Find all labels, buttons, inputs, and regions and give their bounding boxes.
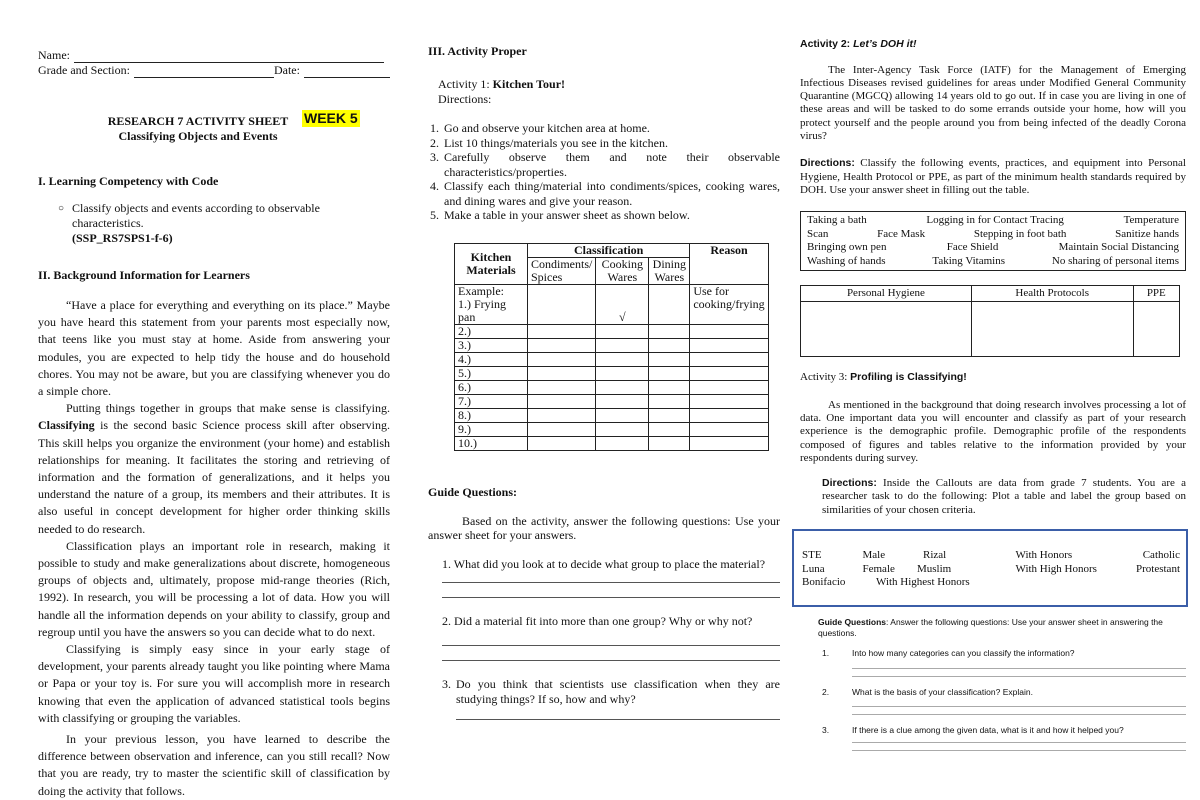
row-label: 4.): [455, 352, 528, 366]
table-row: [455, 408, 769, 422]
table-row: [455, 324, 769, 338]
grade-line[interactable]: [134, 66, 274, 78]
header-health-protocols: Health Protocols: [971, 286, 1133, 302]
activity-1-prefix: Activity 1:: [438, 77, 493, 91]
date-label: Date:: [273, 63, 300, 77]
activity-2-prefix: Activity 2:: [800, 38, 854, 50]
guide-questions-heading: Guide Questions:: [428, 484, 518, 499]
header-cooking: Cooking Wares: [596, 257, 649, 284]
callout-item: Catholic: [1142, 549, 1180, 562]
callout-item: Muslim: [917, 562, 952, 575]
answer-line[interactable]: [456, 719, 780, 720]
cell[interactable]: [649, 408, 690, 422]
question-item: [800, 687, 1186, 716]
cell[interactable]: [596, 338, 649, 352]
cell[interactable]: [596, 408, 649, 422]
guide-questions-3-intro: [800, 617, 1186, 638]
callout-item: Luna: [802, 562, 825, 575]
guide-intro-3: : Answer the following questions: Use your answer sheet in answering the questions.: [818, 617, 1163, 638]
q3-number: 3.: [442, 676, 451, 691]
name-line[interactable]: [74, 51, 384, 63]
guide-questions-3-title: Guide Questions: [818, 617, 887, 628]
item: Stepping in foot bath: [973, 227, 1067, 240]
cell[interactable]: [528, 352, 596, 366]
directions-label: Directions:: [800, 157, 855, 170]
activity-2-intro: The Inter-Agency Task Force (IATF) for the Management of Emerging Infectious Diseases revised guidelines for areas under Modified General Community Quarantine (MGCQ) allowing 14 years old to go out. If in case you are living in one of these areas and will be tasked to do some errands outside your home, how will you protect yourself and the people around you from being infected of the deadly Corona virus?: [800, 63, 1186, 142]
row-label: 10.): [455, 436, 528, 450]
q1: What did you look at to decide what group to place the material?: [453, 556, 766, 571]
cell[interactable]: [596, 324, 649, 338]
cell[interactable]: [690, 436, 768, 450]
classification-header-row: [801, 286, 1180, 302]
cell[interactable]: [649, 380, 690, 394]
guide-intro: Based on the activity, answer the following questions: Use your answer sheet for your answers.: [428, 513, 780, 542]
cell[interactable]: [596, 380, 649, 394]
question-2-text: 2. Did a material fit into more than one group? Why or why not?: [442, 613, 753, 628]
sheet-title: RESEARCH 7 ACTIVITY SHEET: [107, 114, 289, 128]
example-label: Example:: [458, 283, 504, 298]
bullet-icon: ○: [58, 203, 65, 214]
title-block: [38, 110, 390, 148]
activity-3-text: As mentioned in the background that doing research involves processing a lot of data. One important data you will encounter and classify as part of your research experience is the demographic profile. Demographic profile of the respondents composed of figures and tables relative to the information provided by your respondents during survey.: [800, 398, 1186, 464]
table-row: [455, 436, 769, 450]
cell[interactable]: [596, 366, 649, 380]
item: Face Shield: [946, 241, 999, 254]
callout-item: With High Honors: [1015, 562, 1097, 575]
header-ppe: PPE: [1133, 286, 1179, 302]
question-text: Into how many categories can you classify the information?: [852, 648, 1075, 659]
callout-box: [792, 529, 1188, 607]
table-header-row: [455, 243, 769, 257]
page-3: [794, 0, 1200, 785]
cell[interactable]: [690, 366, 768, 380]
competency-item: [38, 201, 390, 246]
competency-code: (SSP_RS7SPS1-f-6): [72, 231, 173, 245]
header-dining: Dining Wares: [649, 257, 690, 284]
cell[interactable]: [528, 436, 596, 450]
section-1-heading: I. Learning Competency with Code: [38, 174, 219, 188]
activity-2-title: Let’s DOH it!: [853, 38, 917, 50]
directions-text: Classify the following events, practices, and equipment into Personal Hygiene, Health Protocol or PPE, as part of the minimum health standards required by DOH. Use your answer sheet in filling out the table.: [800, 157, 1186, 196]
example-cell: [455, 284, 528, 324]
row-label: 5.): [455, 366, 528, 380]
activity-1-title: Kitchen Tour!: [492, 77, 566, 91]
cell[interactable]: [690, 408, 768, 422]
activity-3-prefix: Activity 3:: [800, 371, 851, 384]
question-item: [800, 725, 1186, 751]
question-text: If there is a clue among the given data, what is it and how it helped you?: [852, 725, 1124, 736]
guide-questions-3: [800, 648, 1186, 751]
page-1: [0, 0, 400, 798]
callout-row: [802, 549, 1180, 563]
para2-rest: is the second basic Science process skill after observing. This skill helps you organize the environment (your home) and establish relationships for meaning. It facilitates the storing and retrieving of information and the formation of generalizations, and it helps you understand the nature of a group, its members and their attributes. It is also useful in concept development for higher order thinking skills needed to do research.: [38, 418, 390, 536]
q3: Do you think that scientists use classification when they are studying things? If so, how and why?: [456, 676, 780, 706]
item: Washing of hands: [807, 254, 886, 267]
row-label: 3.): [455, 338, 528, 352]
callout-row: [802, 576, 1180, 590]
callout-item: With Honors: [1015, 549, 1073, 562]
background-para-4: Classifying is simply easy since in your early stage of development, your parents already taught you like pointing where Mama or Papa or your toy is. For sure you will accomplish more in research knowing that even the application of advanced statistical tools begins with classifying or grouping the variables.: [38, 642, 390, 725]
item: Taking a bath: [807, 214, 867, 227]
sheet-subtitle: Classifying Objects and Events: [118, 129, 278, 143]
step-1: 1. Go and observe your kitchen area at home.: [442, 121, 780, 136]
cell[interactable]: [690, 338, 768, 352]
competency-text: Classify objects and events according to observable characteristics.: [72, 201, 320, 230]
cell[interactable]: [649, 352, 690, 366]
table-row: [455, 394, 769, 408]
grade-date-row: [38, 63, 390, 78]
items-row: [807, 228, 1179, 242]
directions-label: Directions:: [438, 92, 492, 106]
question-number: 2.: [822, 686, 830, 697]
cell[interactable]: [690, 380, 768, 394]
row-label: 6.): [455, 380, 528, 394]
item: Maintain Social Distancing: [1058, 241, 1179, 254]
step-2: 2. List 10 things/materials you see in the kitchen.: [442, 136, 780, 151]
cell[interactable]: [649, 366, 690, 380]
guide-question-2: [442, 614, 780, 661]
guide-question-3: [442, 677, 780, 720]
cell[interactable]: [649, 436, 690, 450]
items-row: [807, 241, 1179, 255]
table-row: [455, 352, 769, 366]
cell[interactable]: [690, 394, 768, 408]
step-5: 5. Make a table in your answer sheet as shown below.: [442, 208, 780, 223]
guide-question-1: [442, 557, 780, 598]
answer-line[interactable]: [442, 597, 780, 598]
section-3-heading: III. Activity Proper: [428, 44, 527, 58]
row-label: 7.): [455, 394, 528, 408]
background-para-1: “Have a place for everything and everything on its place.” Maybe you have heard this statement from your parents most especially now, that teens like you must stay at home. Aside from answering your modules, you are expected to help tidy the house and do household chores. You may not be aware, but you are classifying whenever you do a simple chore.: [38, 298, 390, 399]
cell[interactable]: [649, 324, 690, 338]
cell[interactable]: [528, 366, 596, 380]
items-box: [800, 211, 1186, 271]
cell[interactable]: [690, 352, 768, 366]
grade-label: Grade and Section:: [38, 63, 130, 77]
kitchen-table: [454, 243, 769, 451]
cell[interactable]: [596, 352, 649, 366]
question-number: 1.: [822, 648, 830, 659]
para2-bold-term: Classifying: [38, 418, 95, 433]
activity-3-heading: [800, 371, 1186, 385]
answer-line[interactable]: [852, 676, 1186, 677]
q2: Did a material fit into more than one group? Why or why not?: [454, 613, 753, 628]
callout-item: Male: [862, 549, 886, 562]
header-reason: Reason: [690, 243, 768, 284]
cell[interactable]: [649, 394, 690, 408]
activity-1-steps: [428, 121, 780, 223]
cell[interactable]: [528, 338, 596, 352]
activity-2-heading: [800, 38, 1186, 52]
name-label: Name:: [38, 48, 70, 62]
activity-1-heading: [438, 77, 780, 92]
items-row: [807, 214, 1179, 228]
row-label: 2.): [455, 324, 528, 338]
callout-row: [802, 563, 1180, 577]
cell[interactable]: [690, 324, 768, 338]
item: Face Mask: [877, 227, 926, 240]
page-2: [400, 0, 794, 785]
date-line[interactable]: [304, 66, 390, 78]
question-text: What is the basis of your classification? Explain.: [852, 686, 1033, 697]
background-para-2: [38, 400, 390, 538]
question-1-text: 1. What did you look at to decide what group to place the material?: [442, 556, 766, 571]
cell[interactable]: [596, 394, 649, 408]
item: Taking Vitamins: [932, 254, 1006, 267]
header-materials: Kitchen Materials: [455, 243, 528, 284]
answer-line[interactable]: [442, 660, 780, 661]
answer-line[interactable]: [852, 742, 1186, 743]
item: No sharing of personal items: [1051, 254, 1179, 267]
directions-3-label: Directions:: [822, 477, 877, 490]
callout-item: Bonifacio: [802, 576, 846, 589]
answer-line[interactable]: [852, 706, 1186, 707]
row-label: 9.): [455, 422, 528, 436]
activity-3-directions: [800, 477, 1186, 517]
cell[interactable]: [649, 338, 690, 352]
cell[interactable]: [528, 408, 596, 422]
step-4: 4. Classify each thing/material into condiments/spices, cooking wares, and dining wares and give your reason.: [442, 179, 780, 208]
table-row: [455, 366, 769, 380]
item: Sanitize hands: [1115, 227, 1179, 240]
question-number: 3.: [822, 725, 830, 736]
example-reason-cell: Use for cooking/frying: [690, 284, 768, 324]
items-row: [807, 255, 1179, 269]
table-row: [455, 338, 769, 352]
item: Scan: [807, 227, 829, 240]
background-para-3: Classification plays an important role in research, making it possible to study and make generalizations about discrete, homogeneous groups of objects and, ultimately, propose mid-range theories (Rich, 1992). In research, you will be processing a lot of data. How you will handle all the information depends on your ability to classify, group and regroup until you have the answers so you can decide what to do next.: [38, 538, 390, 639]
callout-item: Female: [862, 562, 895, 575]
item: Temperature: [1123, 214, 1179, 227]
item: Logging in for Contact Tracing: [926, 214, 1064, 227]
cell[interactable]: [690, 422, 768, 436]
answer-cell[interactable]: [1133, 302, 1179, 357]
cell[interactable]: [528, 380, 596, 394]
answer-line[interactable]: [442, 582, 780, 583]
answer-line[interactable]: [852, 668, 1186, 669]
answer-cell[interactable]: [801, 302, 972, 357]
answer-line[interactable]: [852, 750, 1186, 751]
cell[interactable]: [528, 394, 596, 408]
step-3: 3. Carefully observe them and note their observable characteristics/properties.: [442, 150, 780, 179]
directions-3-text: Inside the Callouts are data from grade 7 students. You are a researcher task to do the following: Plot a table and label the group based on similarities of your chosen criteria.: [822, 477, 1186, 516]
example-condiments-cell[interactable]: [528, 284, 596, 324]
callout-item: STE: [802, 549, 822, 562]
name-row: [38, 48, 390, 63]
week-badge: WEEK 5: [304, 110, 358, 126]
para2-start: Putting things together in groups that make sense is classifying.: [66, 401, 390, 416]
cell[interactable]: [596, 436, 649, 450]
activity-2-directions: [800, 157, 1186, 197]
background-para-5: In your previous lesson, you have learned to describe the difference between observation and inference, can you still recall? Now that you are ready, try to master the scientific skill of classification by doing the activity that follows.: [38, 732, 390, 798]
cell[interactable]: [528, 324, 596, 338]
callout-item: With Highest Honors: [876, 576, 970, 589]
section-2-heading: II. Background Information for Learners: [38, 268, 250, 282]
callout-item: Rizal: [923, 549, 947, 562]
item: Bringing own pen: [807, 241, 887, 254]
activity-3-title: Profiling is Classifying!: [850, 371, 967, 384]
answer-line[interactable]: [442, 645, 780, 646]
header-personal-hygiene: Personal Hygiene: [801, 286, 972, 302]
question-item: [800, 648, 1186, 677]
example-dining-cell[interactable]: [649, 284, 690, 324]
classification-answer-row: [801, 302, 1180, 357]
answer-cell[interactable]: [971, 302, 1133, 357]
header-condiments: Condiments/ Spices: [528, 257, 596, 284]
row-label: 8.): [455, 408, 528, 422]
header-classification: Classification: [528, 243, 690, 257]
example-item: 1.) Frying pan: [458, 296, 506, 324]
cell[interactable]: [528, 422, 596, 436]
table-row: [455, 422, 769, 436]
example-cooking-cell[interactable]: √: [596, 284, 649, 324]
classification-table: [800, 285, 1180, 357]
answer-line[interactable]: [852, 714, 1186, 715]
table-row-example: [455, 284, 769, 324]
cell[interactable]: [649, 422, 690, 436]
table-row: [455, 380, 769, 394]
callout-item: Protestant: [1136, 562, 1180, 575]
cell[interactable]: [596, 422, 649, 436]
